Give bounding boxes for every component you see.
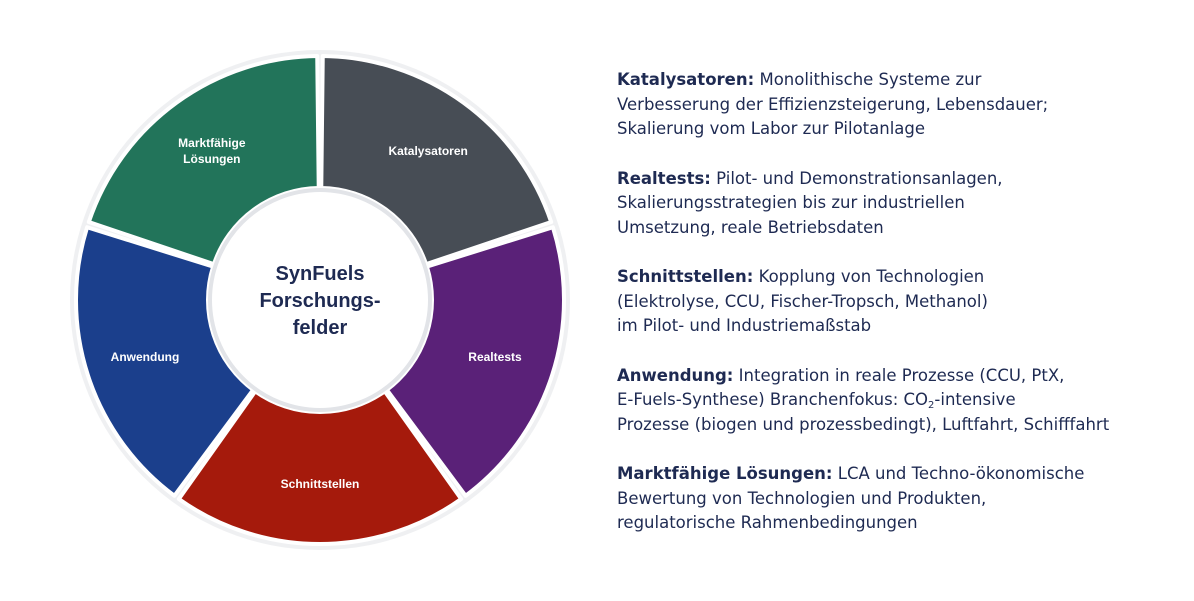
- desc-line: Bewertung von Technologien und Produkten,: [617, 488, 987, 508]
- segment-label-line: Schnittstellen: [280, 477, 360, 491]
- desc-line: Skalierungsstrategien bis zur industriellen: [617, 193, 965, 212]
- desc-text: Monolithische Systeme zur: [754, 70, 982, 89]
- desc-term: Marktfähige Lösungen:: [617, 464, 833, 483]
- desc-line: Umsetzung, reale Betriebsdaten: [617, 217, 884, 237]
- desc-line: im Pilot- und Industriemaßstab: [617, 316, 872, 335]
- segment-label-interfaces: [281, 477, 360, 491]
- desc-item-interfaces: [617, 265, 1177, 339]
- descriptions-list: [617, 68, 1177, 561]
- desc-term: Anwendung:: [617, 365, 734, 385]
- desc-line: [617, 388, 1177, 413]
- segment-label-line: Lösungen: [183, 152, 241, 167]
- segment-label-line: Realtests: [468, 349, 522, 364]
- segment-label-realtests: [468, 350, 522, 364]
- segment-label-line: Katalysatoren: [388, 144, 468, 159]
- desc-term: Realtests:: [617, 168, 711, 188]
- desc-line: Skalierung vom Labor zur Pilotanlage: [617, 119, 926, 138]
- desc-line: Verbesserung der Effizienzsteigerung, Lebensdauer;: [617, 94, 1049, 114]
- desc-text: -intensive: [934, 390, 1016, 409]
- desc-text: Integration in reale Prozesse (CCU, PtX,: [733, 365, 1065, 385]
- center-title-line: felder: [292, 317, 348, 339]
- desc-text: Kopplung von Technologien: [753, 267, 985, 286]
- desc-line: [617, 265, 1177, 290]
- center-title-line: SynFuels: [275, 263, 365, 285]
- segment-label-line: Marktfähige: [178, 136, 246, 151]
- segment-label-catalysts: [388, 144, 467, 158]
- donut-svg: [60, 40, 580, 560]
- desc-line: [617, 68, 1177, 93]
- desc-text: E-Fuels-Synthese) Branchenfokus: CO: [617, 390, 929, 409]
- desc-line: [617, 462, 1177, 487]
- donut-diagram: [60, 40, 580, 560]
- desc-item-catalysts: [617, 68, 1177, 142]
- center-title-line: Forschungs-: [259, 290, 381, 312]
- desc-text: Pilot- und Demonstrationsanlagen,: [710, 168, 1003, 188]
- desc-text: LCA und Techno-ökonomische: [832, 464, 1085, 483]
- desc-term: Katalysatoren:: [617, 70, 755, 89]
- segment-label-application: [111, 350, 180, 364]
- co2-subscript: 2: [928, 400, 935, 411]
- desc-line: (Elektrolyse, CCU, Fischer-Tropsch, Methanol): [617, 291, 988, 311]
- desc-item-market-solutions: [617, 462, 1177, 536]
- desc-line: regulatorische Rahmenbedingungen: [617, 513, 918, 532]
- desc-term: Schnittstellen:: [617, 267, 754, 286]
- desc-line: [617, 364, 1177, 389]
- desc-item-realtests: [617, 167, 1177, 241]
- segment-label-line: Anwendung: [110, 349, 180, 364]
- desc-item-application: [617, 364, 1177, 438]
- desc-line: Prozesse (biogen und prozessbedingt), Luftfahrt, Schifffahrt: [617, 414, 1110, 434]
- desc-line: [617, 167, 1177, 192]
